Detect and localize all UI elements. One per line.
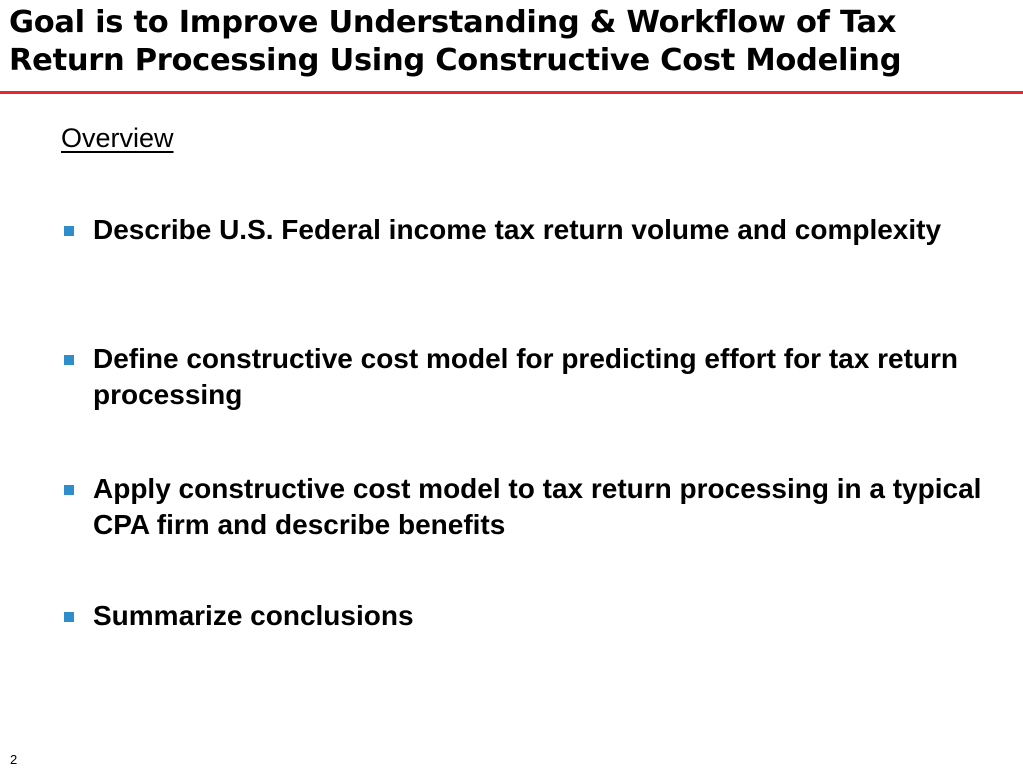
- bullet-item: [61, 598, 991, 634]
- title-divider-rule: [0, 91, 1023, 94]
- square-bullet-icon: [64, 485, 74, 495]
- slide-title-line-1: Goal is to Improve Understanding & Workflow of Tax: [9, 5, 897, 40]
- square-bullet-icon: [64, 355, 74, 365]
- square-bullet-icon: [64, 612, 74, 622]
- bullet-item: [61, 341, 991, 413]
- bullet-text: Summarize conclusions: [93, 600, 414, 631]
- bullet-text: Apply constructive cost model to tax return processing in a typical CPA firm and describe benefits: [93, 473, 982, 540]
- bullet-item: [61, 212, 991, 248]
- bullet-text: Describe U.S. Federal income tax return volume and complexity: [93, 214, 942, 245]
- bullet-item: [61, 471, 991, 543]
- page-number: 2: [10, 752, 18, 767]
- slide-title-line-2: Return Processing Using Constructive Cost Modeling: [9, 43, 902, 78]
- bullet-text: Define constructive cost model for predicting effort for tax return processing: [93, 343, 959, 410]
- section-heading-overview: Overview: [61, 123, 174, 153]
- slide-title: [9, 4, 1019, 80]
- square-bullet-icon: [64, 226, 74, 236]
